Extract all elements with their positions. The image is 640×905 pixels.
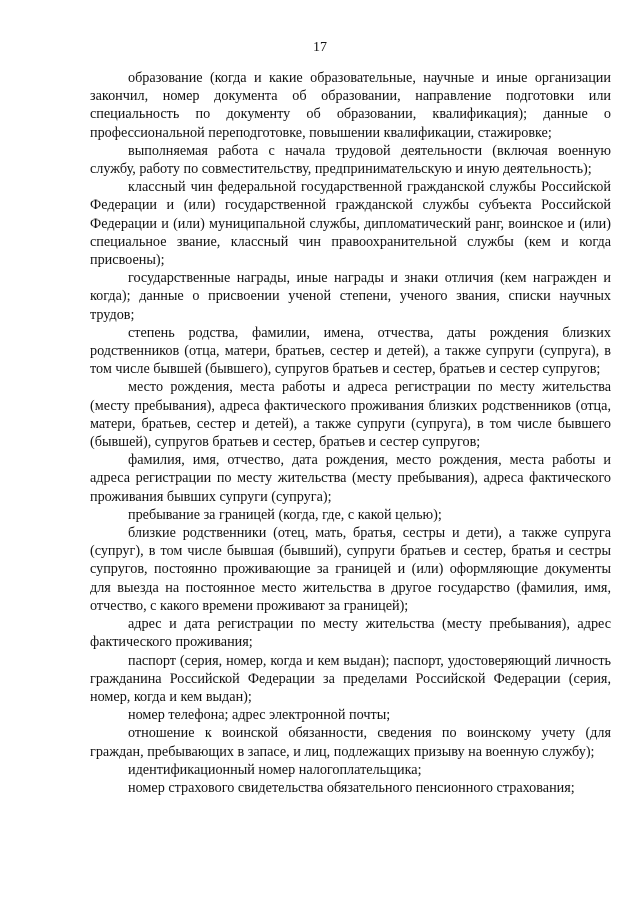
paragraph-class-rank: классный чин федеральной государственной гражданской службы Российской Федерации и (или) государственной гражданской службы субъекта Российской Федерации и (или) муниципальной службы, дипломатический ранг, воинское и (или) специальное звание, классный чин правоохранительной службы (кем и когда присвоены); [90, 179, 611, 269]
paragraph-birthplace-addresses: место рождения, места работы и адреса регистрации по месту жительства (месту пребывания), адреса фактического проживания близких родственников (отца, матери, братьев, сестер и детей), а также супруги (супруга), в том числе бывшего (бывшей), супругов братьев и сестер, братьев и сестер супругов; [90, 379, 611, 451]
page-number: 17 [313, 40, 327, 55]
paragraph-pension-insurance: номер страхового свидетельства обязательного пенсионного страхования; [128, 779, 575, 796]
paragraph-relatives: степень родства, фамилии, имена, отчества, даты рождения близких родственников (отца, матери, братьев, сестер и детей), а также супруги (супруга), в том числе бывшей (бывшего), супругов братьев и сестер, братьев и сестер супругов; [90, 324, 611, 378]
paragraph-registration-address: адрес и дата регистрации по месту жительства (месту пребывания), адрес фактического проживания; [90, 616, 611, 651]
paragraph-relatives-abroad: близкие родственники (отец, мать, братья, сестры и дети), а также супруга (супруг), в том числе бывшая (бывший), супруги братьев и сестер, братья и сестры супругов, постоянно проживающие за границей и (или) оформляющие документы для выезда на постоянное место жительства в другое государство (фамилия, имя, отчество, с какого времени проживают за границей); [90, 525, 611, 614]
paragraph-stay-abroad: пребывание за границей (когда, где, с какой целью); [128, 506, 442, 523]
paragraph-taxpayer-id: идентификационный номер налогоплательщика; [128, 761, 422, 778]
paragraph-awards: государственные награды, иные награды и знаки отличия (кем награжден и когда); данные о присвоении ученой степени, ученого звания, списки научных трудов; [90, 270, 611, 323]
paragraph-work-history: выполняемая работа с начала трудовой деятельности (включая военную службу, работу по совместительству, предпринимательскую и иную деятельность); [90, 142, 611, 178]
paragraph-education: образование (когда и какие образовательные, научные и иные организации закончил, номер документа об образовании, направление подготовки или специальность по документу об образовании, квалификация); данные о профессиональной переподготовке, повышении квалификации, стажировке; [90, 70, 611, 141]
paragraph-former-spouse: фамилия, имя, отчество, дата рождения, место рождения, места работы и адреса регистрации по месту жительства (месту пребывания), адреса фактического проживания бывших супруги (супруга); [90, 452, 611, 505]
document-body [90, 69, 611, 797]
paragraph-passport: паспорт (серия, номер, когда и кем выдан); паспорт, удостоверяющий личность гражданина Российской Федерации за пределами Российской Федерации (серия, номер, когда и кем выдан); [90, 652, 611, 705]
paragraph-military-duty: отношение к воинской обязанности, сведения по воинскому учету (для граждан, пребывающих в запасе, и лиц, подлежащих призыву на военную службу); [90, 725, 611, 760]
paragraph-contacts: номер телефона; адрес электронной почты; [128, 707, 391, 724]
